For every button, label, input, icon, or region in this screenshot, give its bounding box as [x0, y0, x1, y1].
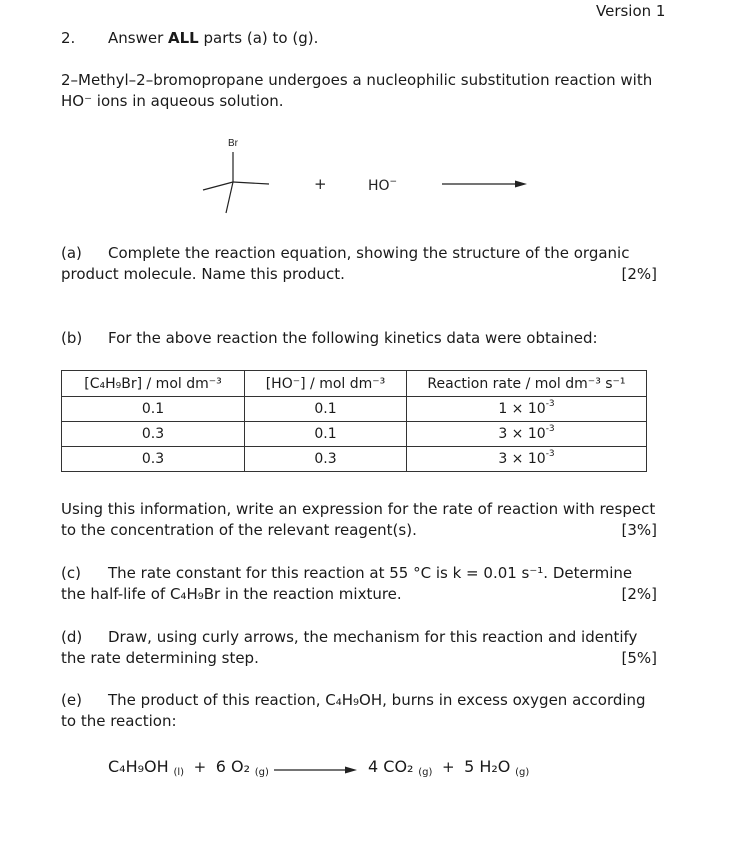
bond-c-down [226, 182, 233, 213]
table-header-row [62, 371, 647, 397]
part-a-label: (a) [61, 244, 82, 262]
part-b-question [61, 499, 657, 541]
hydroxide-formula: HO [368, 178, 390, 194]
rate-coeff: 3 × 10 [498, 426, 546, 442]
kinetics-table [61, 370, 647, 472]
table-row [62, 422, 647, 447]
reactant-butanol: C₄H₉OH [108, 757, 169, 776]
hydroxide-charge: − [389, 177, 398, 187]
table-row [62, 447, 647, 472]
header-ho: [HO⁻] / mol dm⁻³ [245, 371, 407, 397]
part-d [61, 627, 657, 669]
product-co2-state: (g) [418, 767, 433, 778]
part-c-marks: [2%] [621, 585, 657, 603]
eqn-plus-1: + [193, 758, 207, 776]
product-co2: 4 CO₂ [368, 757, 414, 776]
part-b-label: (b) [61, 329, 83, 347]
table-row [62, 397, 647, 422]
rate-exp: -3 [545, 449, 555, 459]
reactant-butanol-state: (l) [173, 767, 185, 778]
part-b-text: For the above reaction the following kinetics data were obtained: [108, 329, 598, 347]
part-e-text: The product of this reaction, C₄H₉OH, burns in excess oxygen according to the reaction: [61, 691, 646, 730]
rate-coeff: 3 × 10 [498, 451, 546, 467]
bond-c-right [233, 182, 269, 184]
rate-coeff: 1 × 10 [498, 401, 546, 417]
cell-ho: 0.3 [245, 447, 407, 472]
reaction-scheme [0, 0, 735, 240]
cell-rate [407, 422, 647, 447]
bond-c-left [203, 182, 233, 190]
part-d-marks: [5%] [621, 649, 657, 667]
combustion-arrow [272, 762, 362, 778]
reactant-oxygen-state: (g) [254, 767, 269, 778]
eqn-plus-2: + [441, 758, 455, 776]
part-a-text: Complete the reaction equation, showing the structure of the organic product molecule. Name this product. [61, 244, 630, 283]
reaction-arrow [442, 181, 527, 188]
part-c [61, 563, 657, 605]
part-b-marks: [3%] [621, 521, 657, 539]
combustion-reactants [108, 757, 269, 778]
cell-ho: 0.1 [245, 422, 407, 447]
scheme-plus: + [314, 175, 327, 193]
cell-c4h9br: 0.1 [62, 397, 245, 422]
tert-butyl-bromide-structure [203, 152, 269, 213]
part-c-label: (c) [61, 564, 81, 582]
intro-bold: ALL [168, 29, 199, 47]
part-b-question-text: Using this information, write an expression for the rate of reaction with respect to the concentration of the relevant reagent(s). [61, 500, 656, 539]
cell-c4h9br: 0.3 [62, 447, 245, 472]
part-d-text: Draw, using curly arrows, the mechanism for this reaction and identify the rate determining step. [61, 628, 638, 667]
part-a-marks: [2%] [621, 265, 657, 283]
intro-post: parts (a) to (g). [198, 29, 319, 47]
part-c-text: The rate constant for this reaction at 55 °C is k = 0.01 s⁻¹. Determine the half-life of C₄H₉Br in the reaction mixture. [61, 564, 633, 603]
version-label: Version 1 [596, 2, 666, 20]
rate-exp: -3 [545, 424, 555, 434]
part-e-label: (e) [61, 691, 82, 709]
part-a [61, 243, 657, 285]
reactant-oxygen: 6 O₂ [215, 757, 250, 776]
product-water: 5 H₂O [464, 757, 511, 776]
cell-c4h9br: 0.3 [62, 422, 245, 447]
header-rate: Reaction rate / mol dm⁻³ s⁻¹ [407, 371, 647, 397]
header-c4h9br: [C₄H₉Br] / mol dm⁻³ [62, 371, 245, 397]
part-d-label: (d) [61, 628, 83, 646]
cell-rate [407, 397, 647, 422]
br-atom-label: Br [228, 138, 238, 149]
cell-rate [407, 447, 647, 472]
cell-ho: 0.1 [245, 397, 407, 422]
rate-exp: -3 [545, 399, 555, 409]
question-number: 2. [61, 29, 76, 47]
hydroxide-label [368, 177, 397, 194]
part-e [61, 690, 657, 732]
intro-pre: Answer [108, 29, 169, 47]
combustion-products [368, 757, 529, 778]
question-statement: 2–Methyl–2–bromopropane undergoes a nucleophilic substitution reaction with HO⁻ ions in aqueous solution. [61, 71, 653, 110]
product-water-state: (g) [515, 767, 530, 778]
